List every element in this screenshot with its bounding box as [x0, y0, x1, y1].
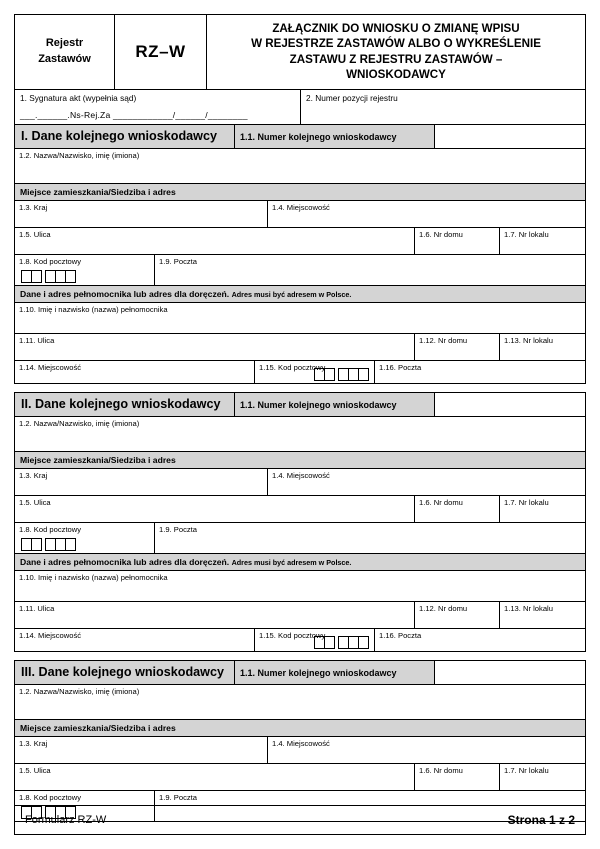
field-1-5-label: 1.5. Ulica — [19, 230, 51, 240]
field-2-14[interactable] — [15, 629, 255, 651]
field-3-3-label: 1.3. Kraj — [19, 739, 48, 749]
field-2-13-label: 1.13. Nr lokalu — [504, 604, 553, 614]
form-code: RZ–W — [115, 15, 207, 89]
field-3-5-label: 1.5. Ulica — [19, 766, 51, 776]
field-3-8-label: 1.8. Kod pocztowy — [19, 793, 82, 803]
field-3-7-label: 1.7. Nr lokalu — [504, 766, 549, 776]
section-2-proxy-strip-note: Adres musi być adresem w Polsce. — [231, 558, 352, 568]
form-sheet-2 — [14, 392, 586, 652]
field-2-4[interactable] — [268, 469, 585, 495]
section-2-address-strip: Miejsce zamieszkania/Siedziba i adres — [15, 452, 585, 469]
section-1-applicant-number-label: 1.1. Numer kolejnego wnioskodawcy — [235, 125, 435, 148]
section-bar-3 — [15, 661, 585, 685]
field-2-15-label: 1.15. Kod pocztowy — [259, 631, 326, 641]
section-1-proxy-street-row — [15, 334, 585, 361]
field-2-7[interactable] — [500, 496, 585, 522]
field-2-12-label: 1.12. Nr domu — [419, 604, 468, 614]
field-2-2-label: 1.2. Nazwa/Nazwisko, imię (imiona) — [19, 419, 140, 429]
field-2-5[interactable] — [15, 496, 415, 522]
section-3-street-row — [15, 764, 585, 791]
field-1-14-label: 1.14. Miejscowość — [19, 363, 82, 373]
field-2-3[interactable] — [15, 469, 268, 495]
case-signature-cell[interactable] — [15, 90, 301, 124]
section-1-proxy-strip — [15, 286, 585, 303]
case-signature-row — [15, 90, 585, 125]
form-title-line1: ZAŁĄCZNIK DO WNIOSKU O ZMIANĘ WPISU — [272, 22, 520, 35]
field-1-15-label: 1.15. Kod pocztowy — [259, 363, 326, 373]
section-spacer-2 — [14, 652, 586, 660]
field-2-16[interactable] — [375, 629, 585, 651]
section-1-proxy-city-row — [15, 361, 585, 383]
field-3-6[interactable] — [415, 764, 500, 790]
field-1-4[interactable] — [268, 201, 585, 227]
registry-logo-line2: Zastawów — [38, 53, 91, 66]
field-2-14-label: 1.14. Miejscowość — [19, 631, 82, 641]
field-2-10-label: 1.10. Imię i nazwisko (nazwa) pełnomocnika — [19, 573, 168, 583]
field-3-7[interactable] — [500, 764, 585, 790]
form-footer — [14, 805, 586, 835]
field-2-15[interactable] — [255, 629, 375, 651]
field-2-3-label: 1.3. Kraj — [19, 471, 48, 481]
section-title-2: II. Dane kolejnego wnioskodawcy — [15, 393, 235, 416]
field-2-8-label: 1.8. Kod pocztowy — [19, 525, 82, 535]
section-2-name-row — [15, 417, 585, 452]
form-sheet-3 — [14, 660, 586, 822]
field-1-13-label: 1.13. Nr lokalu — [504, 336, 553, 346]
field-1-9[interactable] — [155, 255, 585, 285]
field-2-5-label: 1.5. Ulica — [19, 498, 51, 508]
section-title-1: I. Dane kolejnego wnioskodawcy — [15, 125, 235, 148]
field-1-8-label: 1.8. Kod pocztowy — [19, 257, 82, 267]
form-header — [15, 15, 585, 90]
field-2-6[interactable] — [415, 496, 500, 522]
section-1-name-row — [15, 149, 585, 184]
field-3-6-label: 1.6. Nr domu — [419, 766, 463, 776]
field-2-8-boxes[interactable] — [21, 538, 75, 551]
form-title — [207, 15, 585, 89]
field-2-7-label: 1.7. Nr lokalu — [504, 498, 549, 508]
field-3-2[interactable] — [15, 685, 585, 719]
form-title-line3: ZASTAWU Z REJESTRU ZASTAWÓW – — [289, 52, 503, 66]
field-1-2[interactable] — [15, 149, 585, 183]
form-title-line4: WNIOSKODAWCY — [346, 67, 446, 81]
section-title-3: III. Dane kolejnego wnioskodawcy — [15, 661, 235, 684]
field-3-3[interactable] — [15, 737, 268, 763]
section-1-proxy-name-row — [15, 303, 585, 334]
case-signature-input[interactable]: ___.______.Ns-Rej.Za ____________/______/________ — [20, 110, 248, 121]
section-2-applicant-number-label: 1.1. Numer kolejnego wnioskodawcy — [235, 393, 435, 416]
section-2-proxy-strip-main: Dane i adres pełnomocnika lub adres dla doręczeń. — [20, 557, 230, 568]
section-2-proxy-street-row — [15, 602, 585, 629]
field-3-9-label: 1.9. Poczta — [159, 793, 197, 803]
field-1-15-boxes[interactable] — [314, 368, 368, 381]
field-1-12-label: 1.12. Nr domu — [419, 336, 468, 346]
field-1-6[interactable] — [415, 228, 500, 254]
section-3-applicant-number-label: 1.1. Numer kolejnego wnioskodawcy — [235, 661, 435, 684]
field-2-9[interactable] — [155, 523, 585, 553]
field-3-4-label: 1.4. Miejscowość — [272, 739, 330, 749]
registry-position-label: 2. Numer pozycji rejestru — [306, 93, 398, 104]
section-3-applicant-number-field[interactable] — [435, 661, 585, 684]
form-sheet — [14, 14, 586, 384]
section-3-name-row — [15, 685, 585, 720]
field-1-2-label: 1.2. Nazwa/Nazwisko, imię (imiona) — [19, 151, 140, 161]
field-2-6-label: 1.6. Nr domu — [419, 498, 463, 508]
section-1-street-row — [15, 228, 585, 255]
field-2-12[interactable] — [415, 602, 500, 628]
section-1-proxy-strip-main: Dane i adres pełnomocnika lub adres dla doręczeń. — [20, 289, 230, 300]
footer-form-name: Formularz RZ-W — [25, 814, 107, 826]
section-2-postcode-row — [15, 523, 585, 554]
section-1-address-strip: Miejsce zamieszkania/Siedziba i adres — [15, 184, 585, 201]
section-1-postcode-row — [15, 255, 585, 286]
field-1-3[interactable] — [15, 201, 268, 227]
field-1-6-label: 1.6. Nr domu — [419, 230, 463, 240]
field-1-11[interactable] — [15, 334, 415, 360]
form-page — [14, 14, 586, 835]
field-1-12[interactable] — [415, 334, 500, 360]
section-1-country-city-row — [15, 201, 585, 228]
field-1-5[interactable] — [15, 228, 415, 254]
field-2-11[interactable] — [15, 602, 415, 628]
section-2-street-row — [15, 496, 585, 523]
field-1-9-label: 1.9. Poczta — [159, 257, 197, 267]
field-2-15-boxes[interactable] — [314, 636, 368, 649]
field-1-10[interactable] — [15, 303, 585, 333]
field-2-13[interactable] — [500, 602, 585, 628]
field-1-16[interactable] — [375, 361, 585, 383]
registry-position-cell[interactable] — [301, 90, 585, 124]
section-2-country-city-row — [15, 469, 585, 496]
field-2-16-label: 1.16. Poczta — [379, 631, 422, 641]
field-1-13[interactable] — [500, 334, 585, 360]
section-bar-1 — [15, 125, 585, 149]
field-3-2-label: 1.2. Nazwa/Nazwisko, imię (imiona) — [19, 687, 140, 697]
field-2-11-label: 1.11. Ulica — [19, 604, 55, 614]
field-2-8[interactable] — [15, 523, 155, 553]
section-bar-2 — [15, 393, 585, 417]
section-2-proxy-city-row — [15, 629, 585, 651]
field-1-11-label: 1.11. Ulica — [19, 336, 55, 346]
field-3-5[interactable] — [15, 764, 415, 790]
field-1-3-label: 1.3. Kraj — [19, 203, 48, 213]
case-signature-label: 1. Sygnatura akt (wypełnia sąd) — [20, 93, 137, 104]
field-1-7[interactable] — [500, 228, 585, 254]
field-1-8[interactable] — [15, 255, 155, 285]
section-1-proxy-strip-note: Adres musi być adresem w Polsce. — [231, 290, 352, 300]
field-2-10[interactable] — [15, 571, 585, 601]
section-2-applicant-number-field[interactable] — [435, 393, 585, 416]
field-1-16-label: 1.16. Poczta — [379, 363, 422, 373]
section-spacer-1 — [14, 384, 586, 392]
field-1-10-label: 1.10. Imię i nazwisko (nazwa) pełnomocnika — [19, 305, 168, 315]
registry-logo-line1: Rejestr — [45, 37, 84, 50]
field-2-4-label: 1.4. Miejscowość — [272, 471, 330, 481]
section-2-proxy-name-row — [15, 571, 585, 602]
footer-page-number: Strona 1 z 2 — [507, 813, 575, 827]
field-1-4-label: 1.4. Miejscowość — [272, 203, 330, 213]
field-3-4[interactable] — [268, 737, 585, 763]
section-2-proxy-strip — [15, 554, 585, 571]
section-3-address-strip: Miejsce zamieszkania/Siedziba i adres — [15, 720, 585, 737]
field-1-14[interactable] — [15, 361, 255, 383]
section-3-country-city-row — [15, 737, 585, 764]
form-title-line2: W REJESTRZE ZASTAWÓW ALBO O WYKREŚLENIE — [251, 37, 541, 51]
registry-logo — [15, 15, 115, 89]
section-1-applicant-number-field[interactable] — [435, 125, 585, 148]
field-1-15[interactable] — [255, 361, 375, 383]
field-2-9-label: 1.9. Poczta — [159, 525, 197, 535]
field-2-2[interactable] — [15, 417, 585, 451]
field-1-7-label: 1.7. Nr lokalu — [504, 230, 549, 240]
field-1-8-boxes[interactable] — [21, 270, 75, 283]
